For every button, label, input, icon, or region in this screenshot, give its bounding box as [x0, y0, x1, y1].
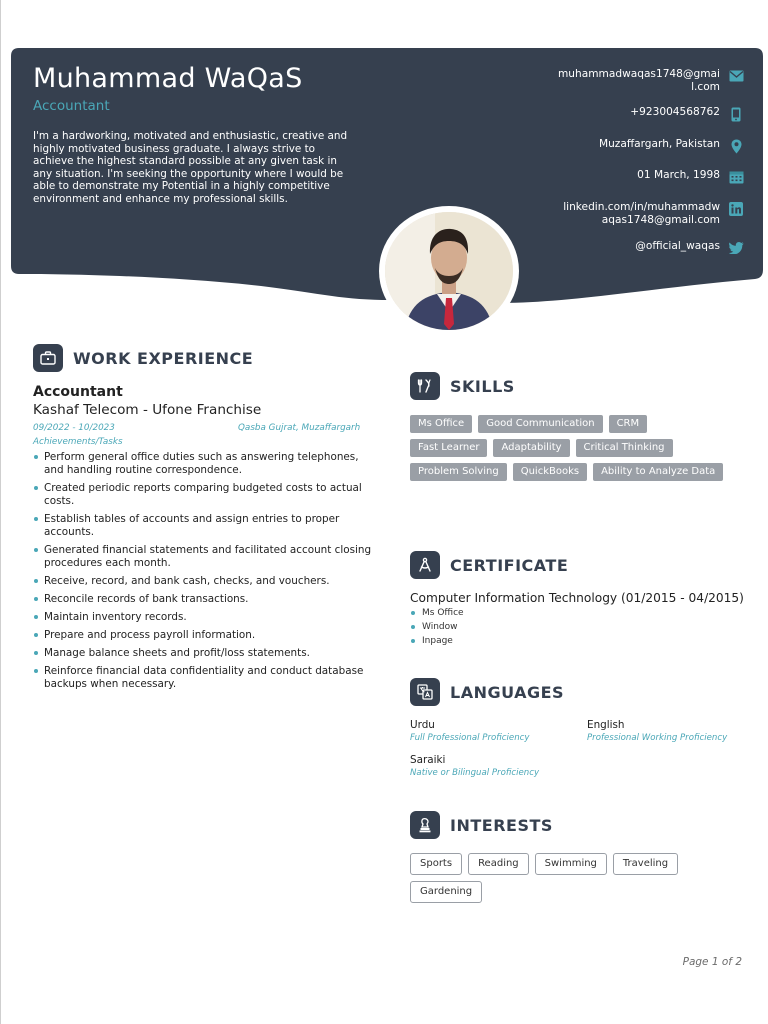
contact-twitter-text: @official_waqas	[635, 240, 720, 252]
certificate-topic: Inpage	[410, 634, 464, 648]
contact-birthdate-text: 01 March, 1998	[637, 169, 720, 181]
language-level: Professional Working Proficiency	[587, 733, 728, 743]
location-pin-icon	[728, 138, 744, 154]
certificate-name: Computer Information Technology (01/2015 - 04/2015)	[410, 591, 744, 605]
task-item: Establish tables of accounts and assign entries to proper accounts.	[33, 513, 373, 539]
contact-birthdate	[637, 169, 744, 185]
interest-chip: Sports	[410, 853, 462, 875]
page-edge-line	[0, 0, 1, 1024]
page-number: Page 1 of 2	[682, 956, 742, 968]
skills-title: SKILLS	[450, 376, 515, 396]
interests-header	[410, 811, 553, 839]
task-item: Perform general office duties such as answering telephones, and handling routine correspondence.	[33, 451, 373, 477]
contact-location-text: Muzaffargarh, Pakistan	[598, 138, 720, 150]
twitter-bird-icon	[728, 240, 744, 256]
skill-chip: Good Communication	[478, 415, 602, 433]
contact-phone-text: +923004568762	[630, 106, 720, 118]
profile-photo-frame	[379, 206, 519, 336]
certificate-title: CERTIFICATE	[450, 555, 569, 575]
language-item	[410, 754, 539, 778]
skill-chip: CRM	[609, 415, 648, 433]
language-level: Full Professional Proficiency	[410, 733, 530, 743]
language-name: Urdu	[410, 719, 435, 731]
briefcase-icon	[33, 344, 63, 372]
skill-chip: Problem Solving	[410, 463, 507, 481]
work-experience-header	[33, 344, 253, 372]
linkedin-line-2: aqas1748@gmail.com	[601, 214, 720, 226]
interest-chip: Swimming	[535, 853, 607, 875]
contact-linkedin[interactable]	[563, 201, 744, 227]
language-level: Native or Bilingual Proficiency	[410, 768, 540, 778]
certificate-topic: Ms Office	[410, 606, 464, 620]
interest-chip: Traveling	[613, 853, 678, 875]
task-item: Maintain inventory records.	[33, 611, 373, 624]
language-name: English	[587, 719, 625, 731]
contact-phone[interactable]	[630, 106, 744, 122]
interest-chip: Gardening	[410, 881, 482, 903]
contact-email[interactable]	[558, 68, 744, 94]
language-item	[410, 719, 529, 743]
certificate-header	[410, 551, 568, 579]
translate-icon	[410, 678, 440, 706]
profile-photo	[385, 212, 513, 330]
interest-chip: Reading	[468, 853, 529, 875]
skill-chip: Adaptability	[493, 439, 569, 457]
calendar-icon	[728, 169, 744, 185]
chess-piece-icon	[410, 811, 440, 839]
skill-chip: Critical Thinking	[576, 439, 673, 457]
task-item: Generated financial statements and facilitated account closing procedures each month.	[33, 544, 373, 570]
email-line-2: l.com	[691, 81, 720, 93]
job-title: Accountant	[33, 384, 123, 400]
contact-location	[599, 138, 744, 154]
compass-icon	[410, 551, 440, 579]
profile-summary: I'm a hardworking, motivated and enthusiastic, creative and highly motivated business graduate. I always strive to achieve the highest standard possible at any given task in any situation. I'm seeking the opportunity where I would be able to demonstrate my Potential in a highly competitive environment and enhance my professional skills.	[33, 130, 348, 205]
achievements-label: Achievements/Tasks	[33, 437, 123, 447]
phone-icon	[728, 106, 744, 122]
languages-title: LANGUAGES	[450, 682, 565, 702]
interests-list	[410, 853, 730, 903]
work-experience-title: WORK EXPERIENCE	[73, 348, 254, 368]
task-item: Reinforce financial data confidentiality and conduct database backups when necessary.	[33, 665, 373, 691]
skills-header	[410, 372, 515, 400]
certificate-topic: Window	[410, 620, 464, 634]
skill-chip: Ability to Analyze Data	[593, 463, 723, 481]
languages-header	[410, 678, 564, 706]
mail-icon	[728, 68, 744, 84]
contact-email-text	[558, 68, 720, 94]
contact-twitter[interactable]	[635, 240, 744, 256]
contact-linkedin-text	[563, 201, 720, 227]
linkedin-line-1: linkedin.com/in/muhammadw	[563, 201, 720, 213]
task-item: Reconcile records of bank transactions.	[33, 593, 373, 606]
tools-icon	[410, 372, 440, 400]
task-list	[33, 451, 373, 696]
skill-chip: Fast Learner	[410, 439, 487, 457]
candidate-title: Accountant	[33, 98, 110, 114]
candidate-name: Muhammad WaQaS	[33, 63, 303, 94]
task-item: Prepare and process payroll information.	[33, 629, 373, 642]
skills-list	[410, 415, 730, 481]
language-name: Saraiki	[410, 754, 446, 766]
email-line-1: muhammadwaqas1748@gmai	[557, 68, 720, 80]
skill-chip: Ms Office	[410, 415, 472, 433]
task-item: Manage balance sheets and profit/loss statements.	[33, 647, 373, 660]
task-item: Created periodic reports comparing budgeted costs to actual costs.	[33, 482, 373, 508]
task-item: Receive, record, and bank cash, checks, and vouchers.	[33, 575, 373, 588]
linkedin-icon	[728, 201, 744, 217]
job-dates: 09/2022 - 10/2023	[33, 423, 115, 433]
company-name: Kashaf Telecom - Ufone Franchise	[33, 402, 262, 418]
skill-chip: QuickBooks	[513, 463, 587, 481]
certificate-topics	[410, 606, 464, 648]
interests-title: INTERESTS	[450, 815, 553, 835]
job-location: Qasba Gujrat, Muzaffargarh	[238, 423, 361, 433]
language-item	[587, 719, 727, 743]
